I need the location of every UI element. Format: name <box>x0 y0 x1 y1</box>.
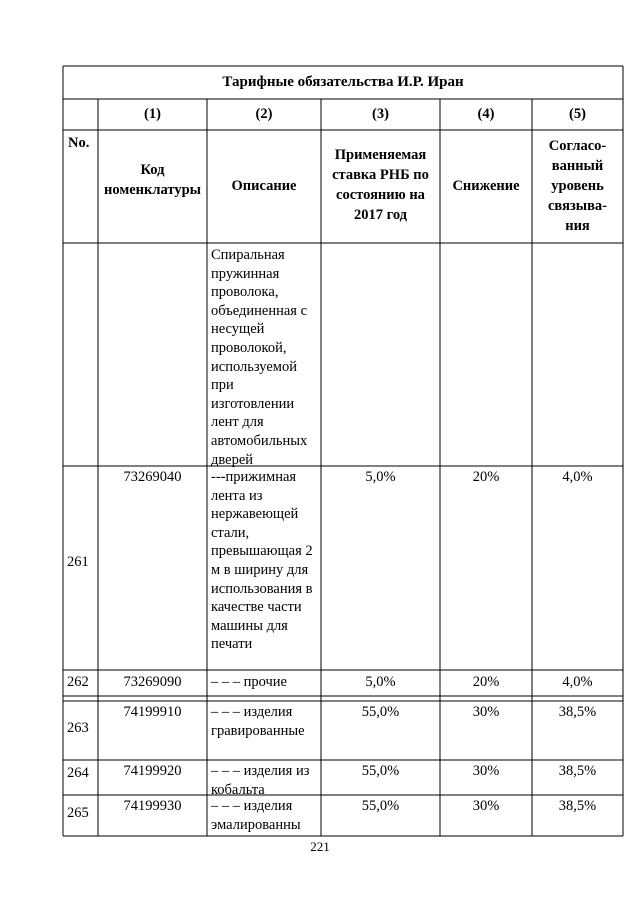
table-row-rate: 5,0% <box>365 674 396 690</box>
header-applied-rate: Применяемая ставка РНБ по состоянию на 2017 год <box>332 147 429 223</box>
table-title: Тарифные обязательства И.Р. Иран <box>222 74 464 90</box>
table-row-code: 74199910 <box>123 704 182 720</box>
column-number-4: (4) <box>477 106 495 122</box>
header-code: Код номенклатуры <box>104 162 201 198</box>
table-row-code: 74199920 <box>123 763 182 779</box>
table-row-description: – – – изделия гравированные <box>211 704 305 739</box>
table-row-bound: 38,5% <box>558 704 597 720</box>
table-row-bound: 4,0% <box>562 469 593 485</box>
table-row-code: 73269040 <box>123 469 182 485</box>
table-row-description: Спиральная пружинная проволока, объединенная с несущей проволокой, используемой при изготовлении лент для автомобильных дверей <box>211 247 308 468</box>
table-row-description: – – – изделия из кобальта <box>211 763 310 798</box>
table-row-bound: 38,5% <box>558 798 597 814</box>
table-row-bound: 38,5% <box>558 763 597 779</box>
page-number: 221 <box>310 839 330 854</box>
header-reduction: Снижение <box>452 178 520 194</box>
table-row-code: 73269090 <box>123 674 182 690</box>
table-row-code: 74199930 <box>123 798 182 814</box>
table-row-rate: 5,0% <box>365 469 396 485</box>
table-row-rate: 55,0% <box>361 798 400 814</box>
header-bound-level: Согласо-ванный уровень связыва-ния <box>548 138 607 234</box>
table-row-reduction: 30% <box>472 704 500 720</box>
table-row-description: – – – прочие <box>211 674 287 690</box>
table-row-description: – – – изделия эмалированны <box>211 798 301 833</box>
table-row-no: 265 <box>67 805 89 821</box>
table-row-no: 261 <box>67 554 89 570</box>
column-number-5: (5) <box>569 106 586 122</box>
table-row-bound: 4,0% <box>562 674 593 690</box>
table-row-description: ---прижимная лента из нержавеющей стали, превышающая 2 м в ширину для использования в качестве части машины для печати <box>211 469 313 653</box>
table-row-no: 263 <box>67 720 89 736</box>
column-number-1: (1) <box>144 106 161 122</box>
table-row-rate: 55,0% <box>361 704 400 720</box>
table-row-reduction: 20% <box>472 674 500 690</box>
table-row-reduction: 30% <box>472 763 500 779</box>
header-description: Описание <box>231 178 297 194</box>
table-row-reduction: 30% <box>472 798 500 814</box>
header-no: No. <box>68 135 90 151</box>
column-number-3: (3) <box>372 106 389 122</box>
table-row-no: 264 <box>67 765 89 781</box>
table-row-no: 262 <box>67 674 89 690</box>
table-row-rate: 55,0% <box>361 763 400 779</box>
table-row-reduction: 20% <box>472 469 500 485</box>
column-number-2: (2) <box>255 106 273 122</box>
